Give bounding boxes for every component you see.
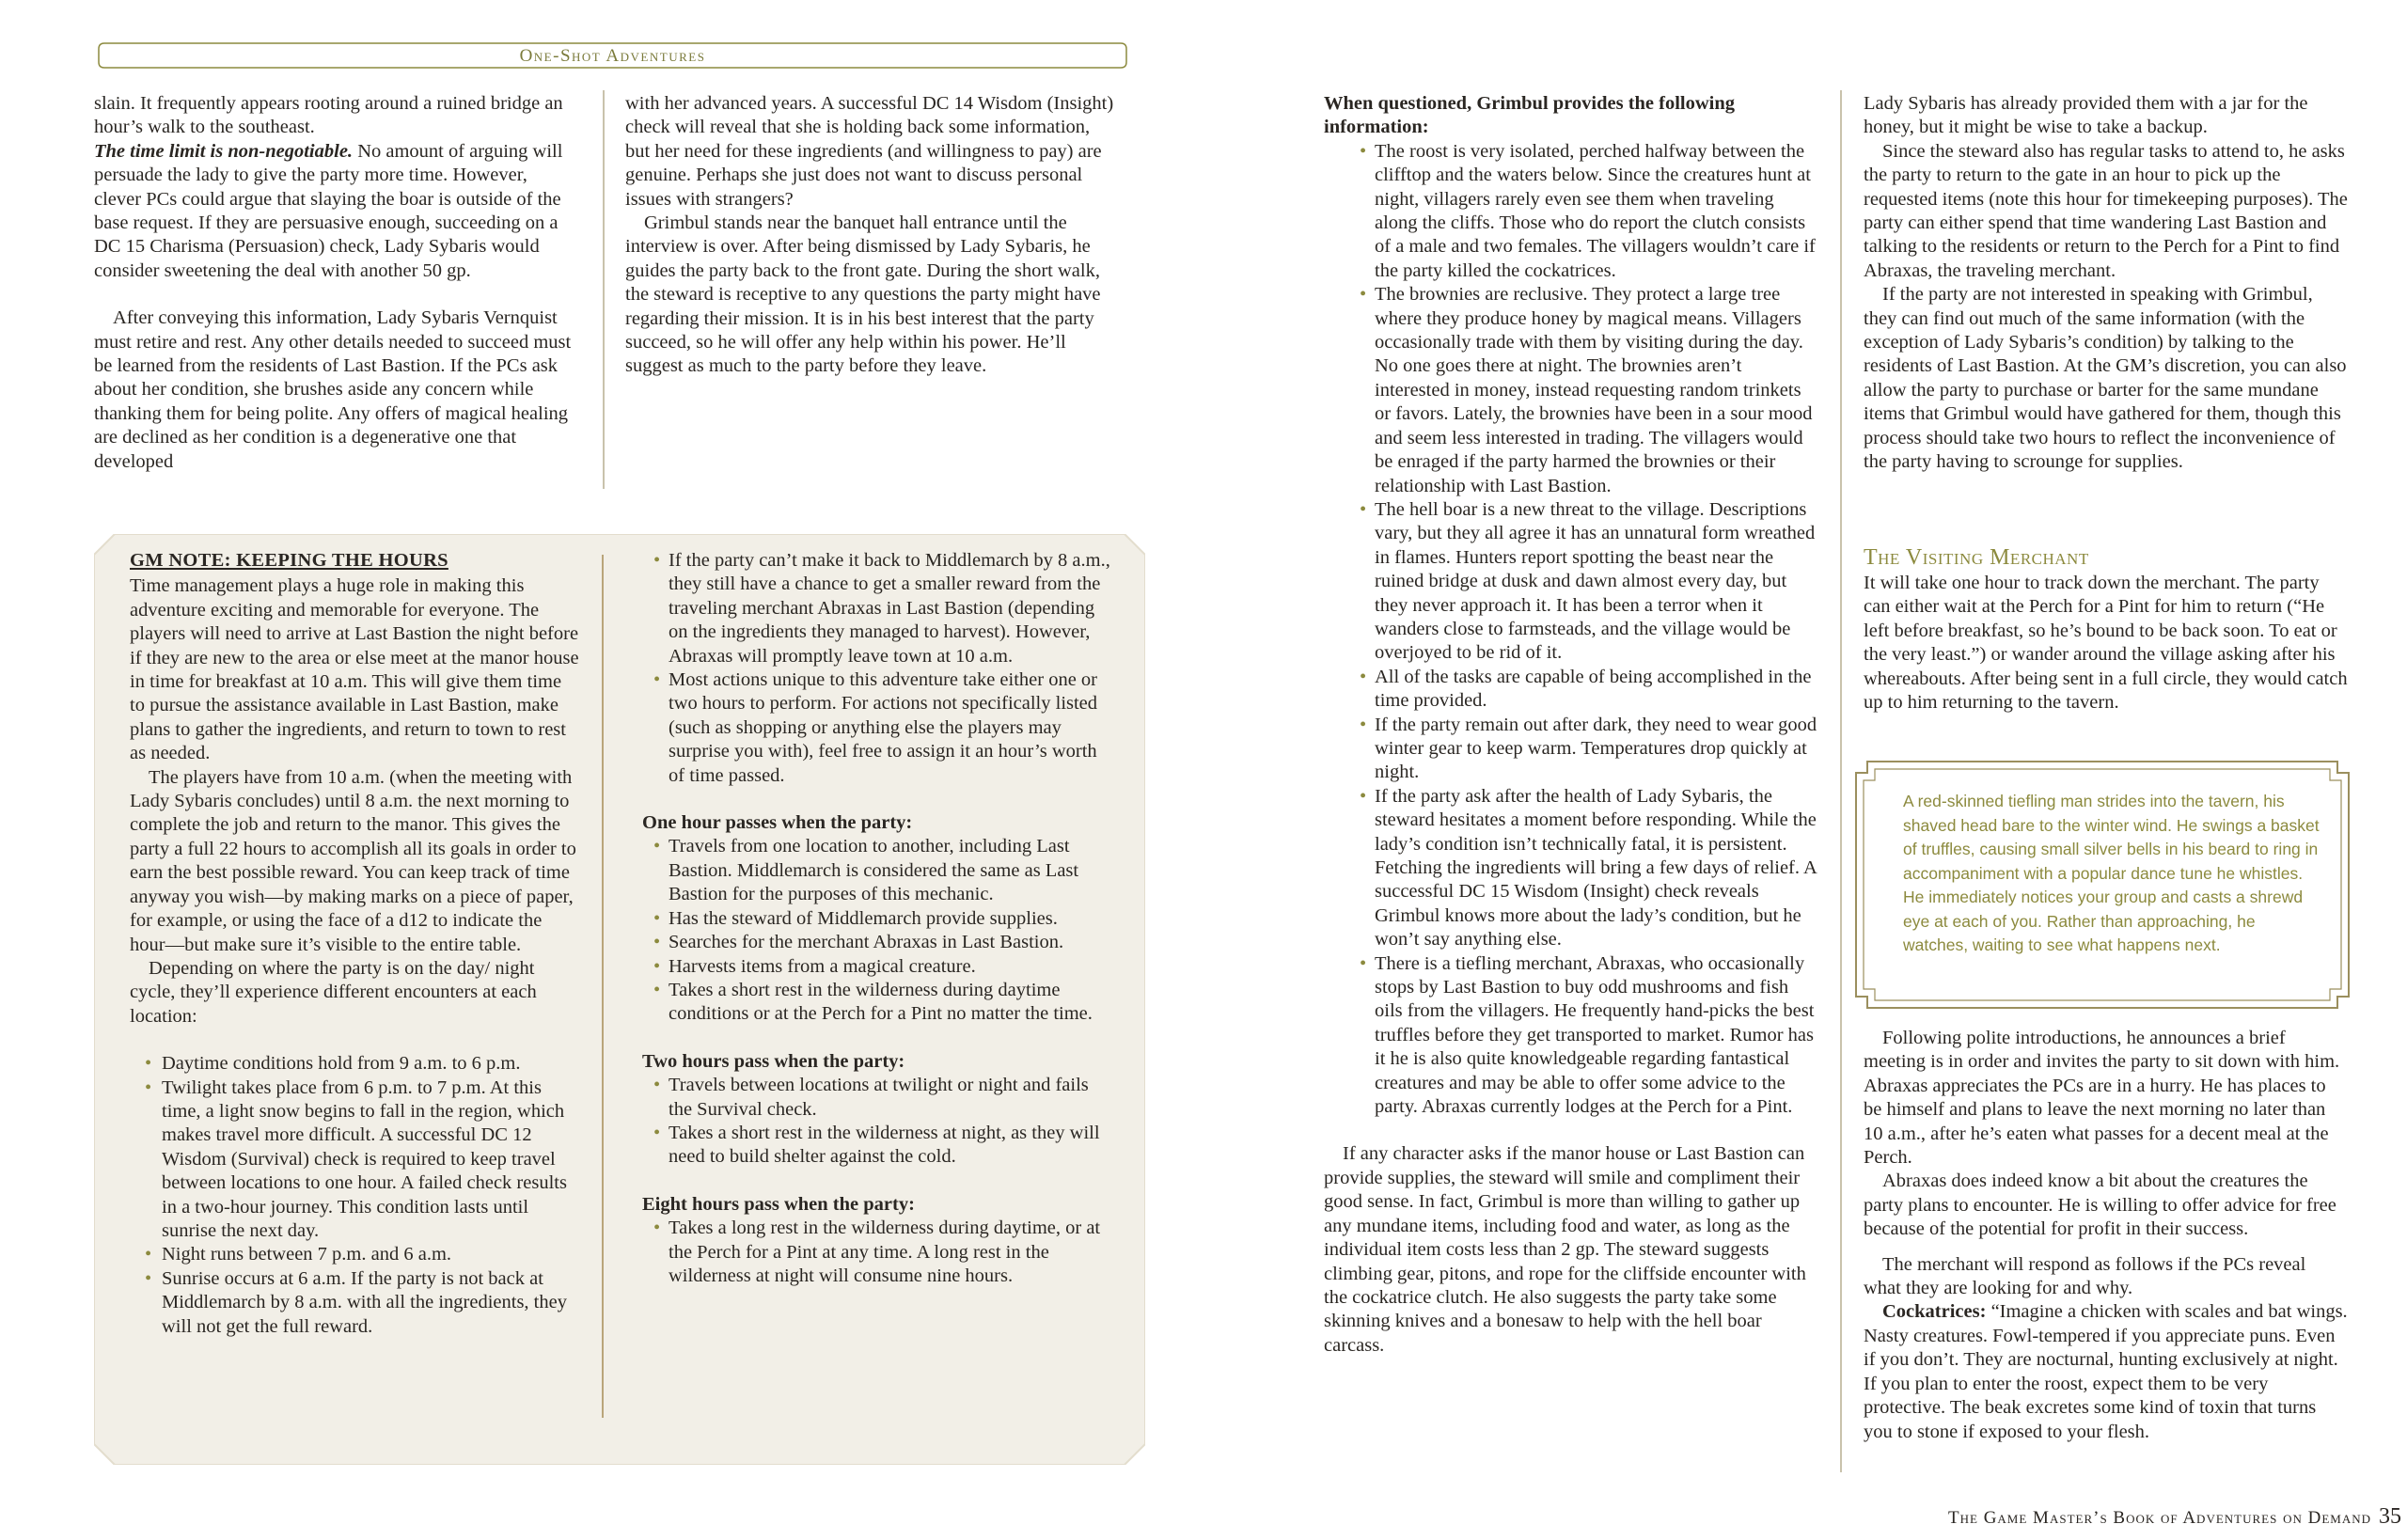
note-title: GM NOTE: KEEPING THE HOURS [130, 550, 448, 571]
list-item: • If the party remain out after dark, they need to wear good winter gear to keep warm. Temperatures drop quickly at night. [1360, 714, 1820, 785]
paragraph: It will take one hour to track down the merchant. The party can either wait at the Perch for a Pint for him to return (“He left before breakfast, so he’s bound to be back soon. To eat or the very least.”) or wander around the village asking after his whereabouts. After being sent in a full circle, they would catch up to him returning to the tavern. [1864, 573, 2348, 714]
paragraph [1864, 1300, 2348, 1443]
list-item: • Has the steward of Middlemarch provide supplies. [653, 907, 1112, 931]
paragraph: Depending on where the party is on the day/ night cycle, they’ll experience different encounters at each location: [130, 957, 537, 1027]
left-column-1 [94, 92, 574, 474]
running-title: One-Shot Adventures [519, 46, 706, 66]
subheading: Two hours pass when the party: [642, 1050, 905, 1072]
column-divider [603, 90, 605, 489]
paragraph-text: No amount of arguing will persuade the lady to give the party more time. However, clever PCs could argue that slaying the boar is outside of the base request. If they are persuasive enough, succeeding on a DC 15 Charisma (Persuasion) check, Lady Sybaris would consider sweetening the deal with another 50 gp. [94, 140, 563, 281]
paragraph: Abraxas does indeed know a bit about the creatures the party plans to encounter. He is willing to offer advice for free because of the potential for profit in their success. [1864, 1171, 2336, 1240]
gm-note-box [94, 534, 1145, 1465]
column-divider [1840, 90, 1842, 1472]
list-item: • The brownies are reclusive. They protect a large tree where they produce honey by magical means. Villagers occasionally trade with them by visiting during the day. No one goes there at night. The brownies aren’t interested in money, instead requesting random trinkets or favors. Lately, the brownies have been in a sour mood and seem less interested in trading. The villagers would be enraged if the party harmed the brownies or their relationship with Last Bastion. [1360, 283, 1820, 498]
subheading: Eight hours pass when the party: [642, 1193, 915, 1215]
paragraph: Grimbul stands near the banquet hall entrance until the interview is over. After being dismissed by Lady Sybaris, he guides the party back to the front gate. During the short walk, the steward is receptive to any questions the party might have regarding their mission. It is in his best interest that the party succeed, so he will offer any help within his power. He’ll suggest as much to the party before they leave. [625, 212, 1101, 377]
list-item: • Travels between locations at twilight or night and fails the Survival check. [653, 1074, 1112, 1122]
paragraph: The players have from 10 a.m. (when the meeting with Lady Sybaris concludes) until 8 a.m. the next morning to complete the job and return to the manor. This gives the party a full 22 hours to accomplish all its goals in order to earn the best possible reward. You can keep track of time anyway you wish—by making marks on a piece of paper, for example, or using the face of a d12 to indicate the hour—but make sure it’s visible to the entire table. [130, 766, 576, 955]
list-item: • Sunrise occurs at 6 a.m. If the party is not back at Middlemarch by 8 a.m. with all the ingredients, they will not get the full reward. [145, 1267, 581, 1339]
list-item: • All of the tasks are capable of being accomplished in the time provided. [1360, 666, 1820, 714]
right-column-2 [1864, 92, 2348, 475]
footer-book-title: The Game Master’s Book of Adventures on Demand [1948, 1508, 2371, 1528]
merchant-dialogue [1864, 1027, 2348, 1444]
list-item: • Takes a short rest in the wilderness at night, as they will need to build shelter against the cold. [653, 1122, 1112, 1170]
paragraph: Time management plays a huge role in making this adventure exciting and memorable for everyone. The players will need to arrive at Last Bastion the night before if they are new to the area or else meet at the manor house in time for breakfast at 10 a.m. This will give them time to pursue the assistance available in Last Bastion, make plans to gather the ingredients, and return to town to rest as needed. [130, 575, 579, 764]
list-item: • Searches for the merchant Abraxas in Last Bastion. [653, 931, 1112, 954]
page-number: 35 [2379, 1504, 2401, 1529]
list-item: • If the party ask after the health of Lady Sybaris, the steward hesitates a moment before responding. While the lady’s condition isn’t technically fatal, it is persistent. Fetching the ingredients will bring a few days of relief. A successful DC 15 Wisdom (Insight) check reveals Grimbul knows more about the lady’s condition, but he won’t say anything else. [1360, 785, 1820, 952]
read-aloud-box [1854, 760, 2351, 1010]
paragraph-text: “Imagine a chicken with scales and bat wings. Nasty creatures. Fowl-tempered if you appreciate puns. Even if you don’t. They are nocturnal, hunting exclusively at night. If you plan to enter the roost, expect them to be very protective. The beak excretes some kind of toxin that turns you to stone if exposed to your flesh. [1864, 1301, 2348, 1442]
list-item: • The hell boar is a new threat to the village. Descriptions vary, but they all agree it has an unnatural form wreathed in flames. Hunters report spotting the beast near the ruined bridge at dusk and dawn almost every day, but they never approach it. It has been a terror when it wanders close to farmsteads, and the village would be overjoyed to be rid of it. [1360, 498, 1820, 666]
intro-line: When questioned, Grimbul provides the following information: [1324, 93, 1736, 138]
left-column-2 [625, 92, 1119, 379]
paragraph: If any character asks if the manor house or Last Bastion can provide supplies, the steward will smile and compliment their good sense. In fact, Grimbul is more than willing to gather up any mundane items, including food and water, as long as the individual item costs less than 2 gp. The steward suggests climbing gear, pitons, and rope for the cliffside encounter with the cockatrice clutch. He also suggests the party take some skinning knives and a bonesaw to help with the hell boar carcass. [1324, 1143, 1806, 1356]
paragraph: If the party are not interested in speaking with Grimbul, they can find out much of the same information (with the exception of Lady Sybaris’s condition) by talking to the residents of Last Bastion. At the GM’s discretion, you can also allow the party to purchase or barter for the same mundane items that Grimbul would have gathered for them, though this process should take two hours to reflect the inconvenience of the party having to scrounge for supplies. [1864, 284, 2347, 473]
read-aloud-text: A red-skinned tiefling man strides into the tavern, his shaved head bare to the winter wind. He swings a basket of truffles, causing small silver bells in his beard to ring in accompaniment with a popular dance tune he whistles. He immediately notices your group and casts a shrewd eye at each of you. Rather than approaching, he watches, waiting to see what happens next. [1903, 792, 2320, 954]
paragraph: Following polite introductions, he announces a brief meeting is in order and invites the party to sit down with him. Abraxas appreciates the PCs are in a hurry. He has places to be himself and plans to leave the next morning no later than 10 a.m., after he’s eaten what passes for a decent meal at the Perch. [1864, 1028, 2340, 1169]
right-column-1 [1324, 92, 1820, 1358]
running-header [97, 41, 1128, 70]
subheading: One hour passes when the party: [642, 812, 913, 834]
list-item: • Travels from one location to another, including Last Bastion. Middlemarch is considered the same as Last Bastion for the purposes of this mechanic. [653, 835, 1112, 906]
list-item: • Harvests items from a magical creature. [653, 955, 1112, 979]
emphasis: The time limit is non-negotiable. [94, 140, 354, 162]
list-item: • Takes a short rest in the wilderness during daytime conditions or at the Perch for a Pint no matter the time. [653, 979, 1112, 1027]
list-item: • Daytime conditions hold from 9 a.m. to 6 p.m. [145, 1052, 581, 1076]
paragraph: The merchant will respond as follows if the PCs reveal what they are looking for and why. [1864, 1253, 2306, 1299]
paragraph: Since the steward also has regular tasks to attend to, he asks the party to return to the gate in an hour to pick up the requested items (note this hour for timekeeping purposes). The party can either spend that time wandering Last Bastion and talking to the residents or return to the Perch for a Pint to find Abraxas, the traveling merchant. [1864, 140, 2348, 281]
paragraph: After conveying this information, Lady Sybaris Vernquist must retire and rest. Any other details needed to succeed must be learned from the residents of Last Bastion. If the PCs ask about her condition, she brushes aside any concern while thanking them for being polite. Any offers of magical healing are declined as her condition is a degenerative one that developed [94, 307, 572, 472]
note-right-column [642, 549, 1112, 1288]
list-item: • Night runs between 7 p.m. and 6 a.m. [145, 1243, 581, 1266]
paragraph: slain. It frequently appears rooting around a ruined bridge an hour’s walk to the southeast. [94, 93, 563, 138]
note-left-column [130, 549, 581, 1339]
list-item: • If the party can’t make it back to Middlemarch by 8 a.m., they still have a chance to get a smaller reward from the traveling merchant Abraxas in Last Bastion (depending on the ingredients they managed to harvest). However, Abraxas will promptly leave town at 10 a.m. [653, 549, 1112, 668]
paragraph: Lady Sybaris has already provided them with a jar for the honey, but it might be wise to take a backup. [1864, 93, 2308, 138]
list-item: • Takes a long rest in the wilderness during daytime, or at the Perch for a Pint at any time. A long rest in the wilderness at night will consume nine hours. [653, 1217, 1112, 1288]
section-heading: The Visiting Merchant [1864, 545, 2089, 570]
paragraph: with her advanced years. A successful DC 14 Wisdom (Insight) check will reveal that she is holding back some information, but her need for these ingredients (and willingness to pay) are genuine. Perhaps she just does not want to discuss personal issues with strangers? [625, 93, 1114, 210]
list-item: • There is a tiefling merchant, Abraxas, who occasionally stops by Last Bastion to buy odd mushrooms and fish oils from the villagers. He frequently hand-picks the best truffles before they get transported to market. Rumor has it he is also quite knowledgeable regarding fantastical creatures and may be able to offer some advice to the party. Abraxas currently lodges at the Perch for a Pint. [1360, 952, 1820, 1120]
paragraph [94, 140, 574, 283]
merchant-intro [1864, 572, 2348, 715]
list-item: • The roost is very isolated, perched halfway between the clifftop and the waters below. Since the creatures hunt at night, villagers rarely even see them when traveling along the cliffs. Those who do report the clutch consists of a male and two females. The villagers wouldn’t care if the party killed the cockatrices. [1360, 140, 1820, 283]
list-item: • Twilight takes place from 6 p.m. to 7 p.m. At this time, a light snow begins to fall in the region, which makes travel more difficult. A successful DC 12 Wisdom (Survival) check is required to keep travel between locations to one hour. A failed check results in a two-hour journey. This condition lasts until sunrise the next day. [145, 1076, 581, 1244]
list-item: • Most actions unique to this adventure take either one or two hours to perform. For actions not specifically listed (such as shopping or anything else the players may surprise you with), feel free to assign it an hour’s worth of time passed. [653, 668, 1112, 788]
term-label: Cockatrices: [1882, 1301, 1987, 1323]
